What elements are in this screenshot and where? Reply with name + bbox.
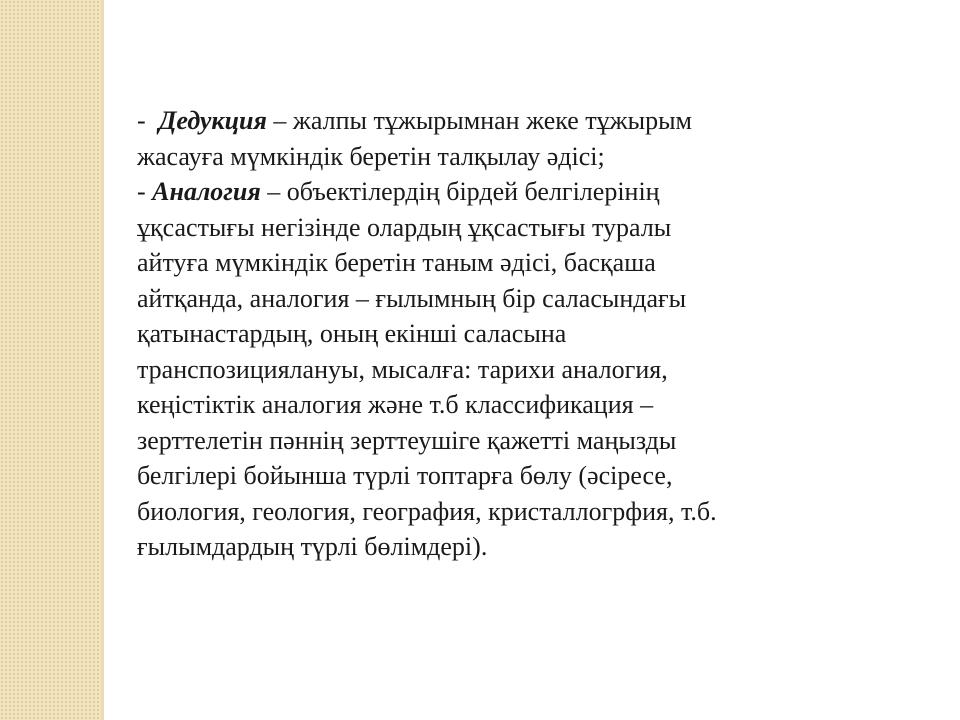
text-line: айтқанда, аналогия – ғылымның бір саласындағы	[137, 283, 687, 313]
slide-body-text	[137, 103, 867, 565]
analogy-definition-start: – объектілердің бірдей белгілерінің	[260, 177, 660, 206]
analogy-definition-line	[137, 174, 867, 210]
text-line: биология, геология, география, кристаллогрфия, т.б.	[137, 496, 717, 526]
term-deduction: Дедукция	[158, 106, 267, 135]
term-analogy: Аналогия	[152, 177, 261, 206]
deduction-definition-line	[137, 103, 867, 139]
text-line: қатынастардың, оның екінші саласына	[137, 319, 567, 348]
text-line: зерттелетін пәннің зерттеушіге қажетті маңызды	[137, 425, 677, 455]
deduction-definition-start: – жалпы тұжырымнан жеке тұжырым	[266, 106, 692, 135]
bullet-dash: -	[137, 106, 159, 135]
bullet-dash: -	[137, 177, 153, 206]
text-line: транспозициялануы, мысалға: тарихи аналогия,	[137, 354, 668, 384]
text-line: ғылымдардың түрлі бөлімдері).	[137, 532, 488, 561]
text-line: айтуға мүмкіндік беретін таным әдісі, басқаша	[137, 248, 656, 277]
text-line: жасауға мүмкіндік беретін талқылау әдісі;	[137, 141, 605, 171]
text-line: белгілері бойынша түрлі топтарға бөлу (әсіресе,	[137, 461, 673, 490]
decorative-side-band	[0, 0, 104, 720]
text-line: ұқсастығы негізінде олардың ұқсастығы туралы	[137, 212, 672, 242]
text-line: кеңістіктік аналогия және т.б классификация –	[137, 390, 654, 419]
